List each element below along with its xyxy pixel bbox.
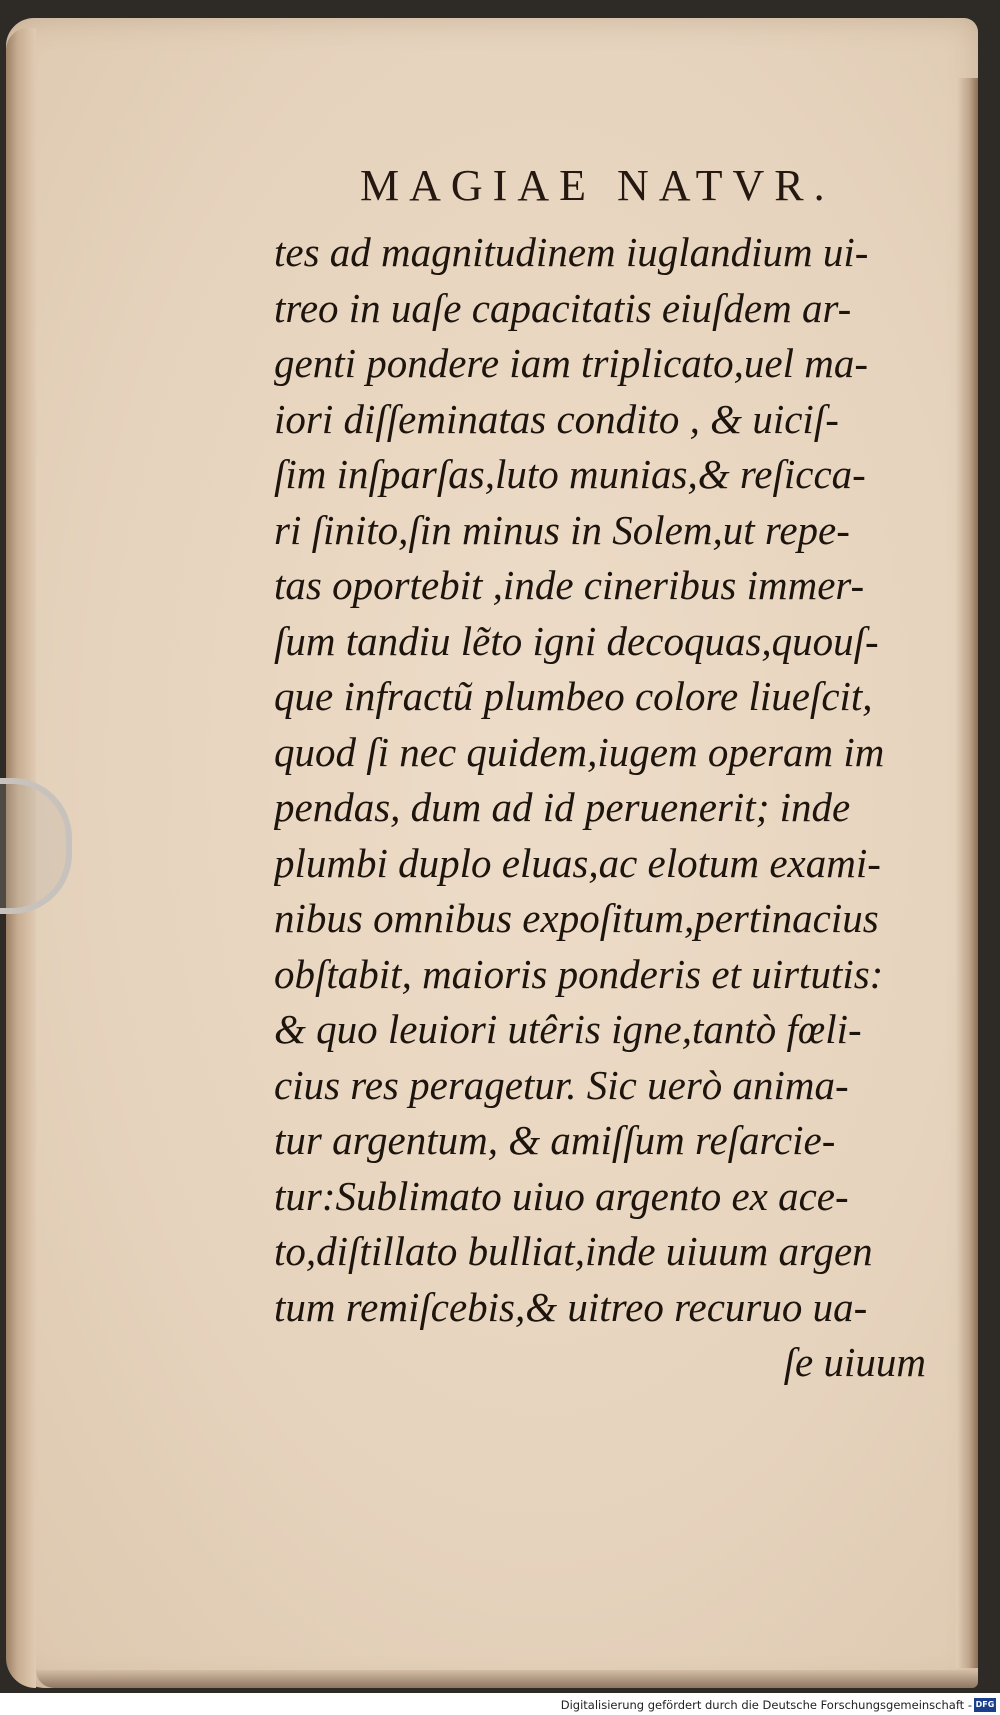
page-bottom-edge — [36, 1670, 978, 1688]
text-line: tum remiſcebis,& uitreo recuruo ua- — [274, 1283, 868, 1330]
text-line: nibus omnibus expoſitum,pertinacius — [274, 895, 879, 941]
funding-credit: Digitalisierung gefördert durch die Deutsche Forschungsgemeinschaft - — [560, 1698, 972, 1712]
text-line: tur:Sublimato uiuo argento ex ace- — [274, 1172, 849, 1219]
text-line: que infractũ plumbeo colore liueſcit, — [274, 673, 873, 719]
dfg-logo-icon: DFG — [974, 1698, 996, 1712]
text-line: tas oportebit ,inde cineribus immer- — [274, 562, 865, 608]
text-line: tes ad magnitudinem iuglandium ui- — [274, 229, 869, 275]
text-line: treo in uaſe capacitatis eiuſdem ar- — [274, 284, 852, 331]
text-line: genti pondere iam triplicato,uel ma- — [274, 340, 869, 386]
text-line: ſim inſparſas,luto munias,& reſicca- — [274, 451, 866, 497]
text-line: ri ſinito,ſin minus in Solem,ut repe- — [274, 506, 850, 553]
footer-bar — [0, 1693, 1000, 1715]
catchword: ſe uiuum — [783, 1339, 926, 1385]
text-line: pendas, dum ad id peruenerit; inde — [274, 784, 851, 830]
text-line: quod ſi nec quidem,iugem operam im — [274, 728, 885, 775]
text-line: & quo leuiori utêris igne,tantò fœli- — [274, 1006, 862, 1052]
text-line: ſum tandiu lẽto igni decoquas,quouſ- — [274, 617, 879, 664]
text-line: tur argentum, & amiſſum reſarcie- — [274, 1117, 836, 1163]
text-line: plumbi duplo eluas,ac elotum exami- — [274, 839, 881, 886]
running-title: MAGIAE NATVR. — [360, 161, 835, 210]
text-line: iori diſſeminatas condito , & uiciſ- — [274, 395, 839, 442]
text-line: obſtabit, maioris ponderis et uirtutis: — [274, 950, 884, 997]
text-line: to,diſtillato bulliat,inde uiuum argen — [274, 1228, 873, 1274]
body-text — [274, 225, 934, 1391]
text-line: cius res peragetur. Sic uerò anima- — [274, 1061, 849, 1108]
page-edge-right — [956, 78, 978, 1668]
